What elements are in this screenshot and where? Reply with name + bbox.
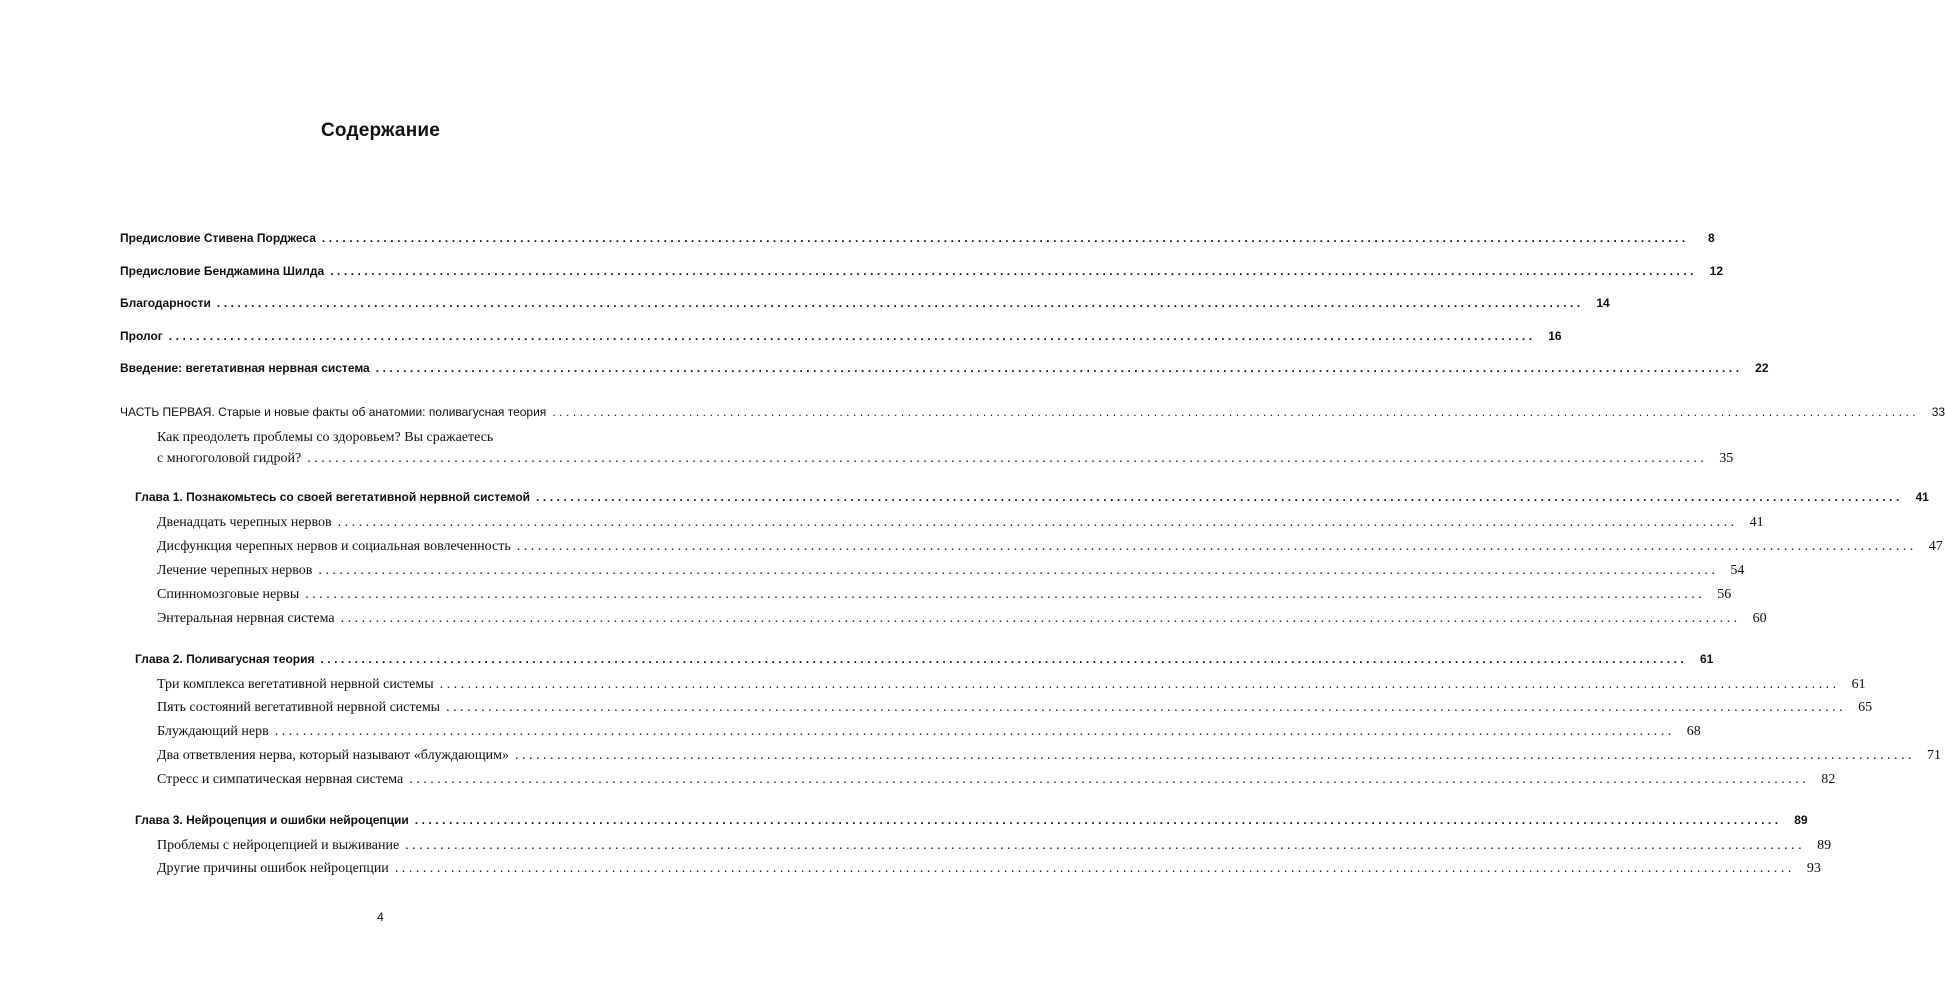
toc-chapter-entry[interactable] xyxy=(135,490,1929,504)
toc-section-entry[interactable] xyxy=(157,515,1764,531)
toc-section-page: 60 xyxy=(1752,611,1767,626)
leader-dots: ........................................................................................................................................................................................................ xyxy=(216,296,1584,310)
toc-section-entry[interactable] xyxy=(157,700,1873,716)
toc-section-page: 54 xyxy=(1730,563,1745,578)
toc-section-page: 61 xyxy=(1851,677,1866,692)
leader-dots: ........................................................................................................................................................................................................ xyxy=(536,490,1903,504)
toc-section-title: Лечение черепных нервов xyxy=(157,563,313,578)
toc-section-page: 41 xyxy=(1749,515,1764,530)
leader-dots: ........................................................................................................................................................................................................ xyxy=(168,329,1536,343)
leader-dots: ........................................................................................................................................................................................................ xyxy=(337,515,1738,530)
toc-section-entry[interactable] xyxy=(157,563,1745,579)
toc-section-title: Пять состояний вегетативной нервной системы xyxy=(157,700,441,715)
toc-section-title: Энтеральная нервная система xyxy=(157,611,335,626)
toc-section-page: 56 xyxy=(1717,587,1732,602)
page-title: Содержание xyxy=(320,120,441,141)
toc-section-title: с многоголовой гидрой? xyxy=(157,451,302,466)
toc-section-title: Дисфункция черепных нервов и социальная вовлеченность xyxy=(157,539,511,554)
toc-section-entry[interactable] xyxy=(157,748,1941,764)
leader-dots: ........................................................................................................................................................................................................ xyxy=(375,361,1743,375)
leader-dots: ........................................................................................................................................................................................................ xyxy=(552,405,1920,419)
leader-dots: ........................................................................................................................................................................................................ xyxy=(414,813,1782,827)
toc-entry-page: 14 xyxy=(1596,296,1610,310)
toc-section-page: 35 xyxy=(1719,451,1734,466)
toc-entry-title: Пролог xyxy=(120,329,163,343)
leader-dots: ........................................................................................................................................................................................................ xyxy=(514,748,1915,763)
chapter-title: Глава 3. Нейроцепция и ошибки нейроцепции xyxy=(135,813,409,827)
toc-entry-page: 8 xyxy=(1708,231,1715,245)
toc-section-page: 93 xyxy=(1806,861,1821,876)
toc-entry[interactable] xyxy=(120,361,1769,375)
toc-section-title: Другие причины ошибок нейроцепции xyxy=(157,861,389,876)
toc-section-entry[interactable] xyxy=(157,861,1821,877)
toc-section-entry[interactable] xyxy=(157,724,1701,740)
toc-chapter-entry[interactable] xyxy=(135,813,1808,827)
toc-section-page: 89 xyxy=(1817,838,1832,853)
part-title: ЧАСТЬ ПЕРВАЯ. Старые и новые факты об анатомии: поливагусная теория xyxy=(120,405,547,419)
toc-section-page: 65 xyxy=(1858,700,1873,715)
toc-section-title: Три комплекса вегетативной нервной системы xyxy=(157,677,434,692)
chapter-page: 89 xyxy=(1794,813,1808,827)
chapter-page: 41 xyxy=(1915,490,1929,504)
toc-section-title: Блуждающий нерв xyxy=(157,724,269,739)
toc-entry-title: Введение: вегетативная нервная система xyxy=(120,361,370,375)
toc-entry[interactable] xyxy=(120,231,1715,245)
toc-entry-page: 12 xyxy=(1709,264,1724,278)
part-page: 33 xyxy=(1931,405,1945,419)
chapter-title: Глава 2. Поливагусная теория xyxy=(135,652,315,666)
leader-dots: ........................................................................................................................................................................................................ xyxy=(409,772,1810,787)
toc-entry-page: 22 xyxy=(1755,361,1769,375)
toc-section-entry[interactable] xyxy=(157,772,1836,788)
toc-section-entry[interactable] xyxy=(157,539,1943,555)
chapter-title: Глава 1. Познакомьтесь со своей вегетативной нервной системой xyxy=(135,490,531,504)
leader-dots: ........................................................................................................................................................................................................ xyxy=(330,264,1698,278)
toc-section-entry[interactable] xyxy=(157,838,1832,854)
toc-section-page: 47 xyxy=(1928,539,1943,554)
toc-section-title: Проблемы с нейроцепцией и выживание xyxy=(157,838,400,853)
toc-section-page: 68 xyxy=(1686,724,1701,739)
toc-section-title: Стресс и симпатическая нервная система xyxy=(157,772,404,787)
leader-dots: ........................................................................................................................................................................................................ xyxy=(321,231,1689,245)
leader-dots: ........................................................................................................................................................................................................ xyxy=(394,861,1795,876)
toc-section-title: Двенадцать черепных нервов xyxy=(157,515,332,530)
toc-entry-title: Предисловие Стивена Порджеса xyxy=(120,231,316,245)
toc-part-entry[interactable] xyxy=(120,405,1945,419)
leader-dots: ........................................................................................................................................................................................................ xyxy=(446,700,1847,715)
toc-entry[interactable] xyxy=(120,296,1610,310)
toc-section-page: 82 xyxy=(1821,772,1836,787)
toc-section-entry[interactable] xyxy=(157,451,1734,467)
toc-section-entry[interactable] xyxy=(157,611,1767,627)
chapter-page: 61 xyxy=(1699,652,1714,666)
toc-section-entry[interactable] xyxy=(157,677,1866,693)
part-intro-line[interactable]: Как преодолеть проблемы со здоровьем? Вы сражаетесь xyxy=(157,430,494,445)
toc-chapter-entry[interactable] xyxy=(135,652,1714,666)
leader-dots: ........................................................................................................................................................................................................ xyxy=(340,611,1741,626)
leader-dots: ........................................................................................................................................................................................................ xyxy=(274,724,1675,739)
leader-dots: ........................................................................................................................................................................................................ xyxy=(320,652,1688,666)
leader-dots: ........................................................................................................................................................................................................ xyxy=(405,838,1806,853)
leader-dots: ........................................................................................................................................................................................................ xyxy=(439,677,1840,692)
leader-dots: ........................................................................................................................................................................................................ xyxy=(318,563,1719,578)
toc-section-page: 71 xyxy=(1926,748,1941,763)
toc-section-title: Спинномозговые нервы xyxy=(157,587,300,602)
leader-dots: ........................................................................................................................................................................................................ xyxy=(516,539,1917,554)
leader-dots: ........................................................................................................................................................................................................ xyxy=(305,587,1706,602)
toc-entry-title: Предисловие Бенджамина Шилда xyxy=(120,264,325,278)
toc-entry-page: 16 xyxy=(1548,329,1562,343)
toc-entry[interactable] xyxy=(120,264,1724,278)
toc-section-entry[interactable] xyxy=(157,587,1732,603)
toc-entry-title: Благодарности xyxy=(120,296,211,310)
page-number: 4 xyxy=(377,910,384,924)
leader-dots: ........................................................................................................................................................................................................ xyxy=(307,451,1708,466)
toc-entry[interactable] xyxy=(120,329,1562,343)
toc-section-title: Два ответвления нерва, который называют «блуждающим» xyxy=(157,748,509,763)
